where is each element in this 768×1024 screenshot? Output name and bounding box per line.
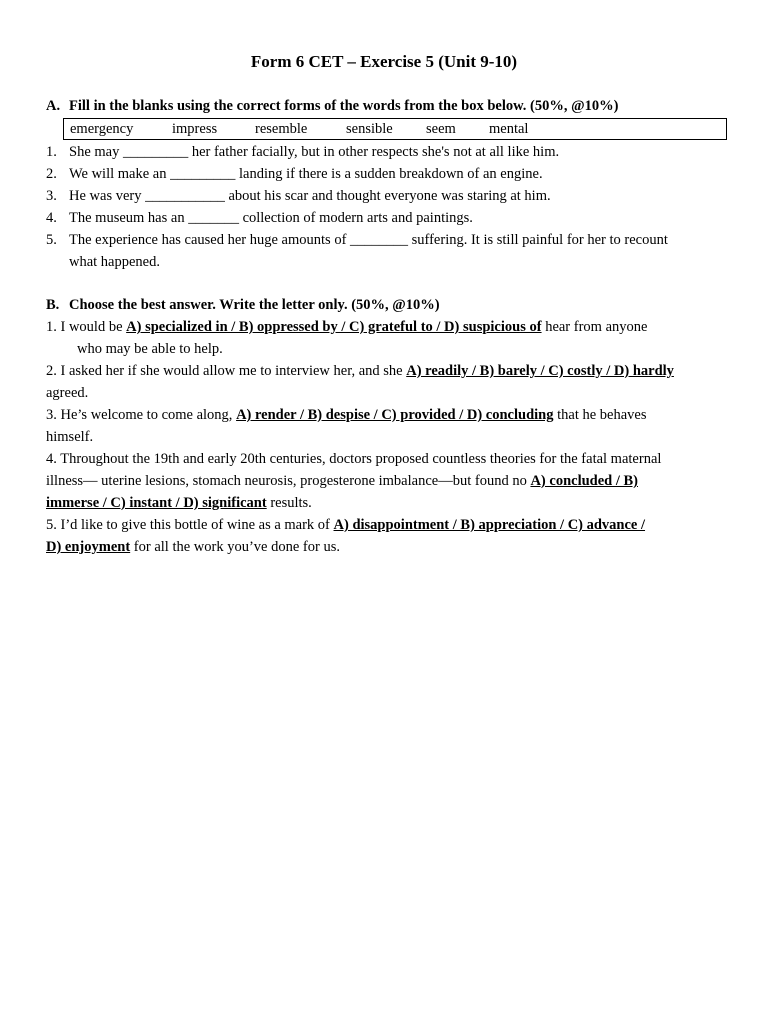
question-text: 3. He’s welcome to come along, — [46, 407, 237, 423]
answer-options: A) render / B) despise / C) provided / D) concluding — [236, 407, 554, 423]
section-a-instruction: Fill in the blanks using the correct forms of the words from the box below. (50%, @10%) — [69, 98, 619, 114]
question-text: for all the work you’ve done for us. — [130, 539, 340, 555]
section-b-heading — [46, 297, 440, 314]
answer-options: immerse / C) instant / D) significant — [46, 495, 267, 511]
word-box-item: emergency — [70, 121, 134, 137]
word-box-item: impress — [172, 121, 218, 137]
question-text: illness— uterine lesions, stomach neurosis, progesterone imbalance—but found no — [46, 473, 531, 489]
question-number: 5. — [46, 232, 57, 248]
question-text-continued — [46, 536, 340, 558]
mc-question-3 — [46, 404, 647, 426]
section-a-letter: A. — [46, 98, 61, 114]
question-number: 1. — [46, 144, 57, 160]
mc-question-2 — [46, 360, 674, 382]
fill-blank-question — [46, 229, 668, 251]
answer-options: A) concluded / B) — [530, 473, 638, 489]
answer-options: D) enjoyment — [46, 539, 131, 555]
question-text-continued: himself. — [46, 429, 94, 445]
fill-blank-question — [46, 163, 543, 185]
question-text: The museum has an _______ collection of modern arts and paintings. — [69, 210, 473, 226]
question-text: We will make an _________ landing if there is a sudden breakdown of an engine. — [69, 166, 543, 182]
word-box-item: mental — [489, 121, 529, 137]
question-text: 4. Throughout the 19th and early 20th centuries, doctors proposed countless theories for the fatal maternal — [46, 451, 662, 467]
answer-options: A) specialized in / B) oppressed by / C) grateful to / D) suspicious of — [126, 319, 542, 335]
question-text-continued: agreed. — [46, 385, 89, 401]
answer-options: A) disappointment / B) appreciation / C) advance / — [333, 517, 646, 533]
section-a-heading — [46, 98, 618, 115]
section-b-letter: B. — [46, 297, 60, 313]
question-text-continued: what happened. — [69, 254, 160, 270]
mc-question-1 — [46, 316, 647, 338]
answer-options: A) readily / B) barely / C) costly / D) hardly — [406, 363, 674, 379]
question-number: 4. — [46, 210, 57, 226]
question-text: 1. I would be — [46, 319, 127, 335]
fill-blank-question — [46, 207, 473, 229]
question-text: 2. I asked her if she would allow me to interview her, and she — [46, 363, 407, 379]
question-text: results. — [266, 495, 312, 511]
fill-blank-question — [46, 185, 551, 207]
word-box-item: seem — [426, 121, 456, 137]
question-text-continued — [46, 492, 312, 514]
section-b-instruction: Choose the best answer. Write the letter only. (50%, @10%) — [69, 297, 440, 313]
fill-blank-question — [46, 141, 559, 163]
question-text: that he behaves — [553, 407, 647, 423]
question-text-continued: who may be able to help. — [77, 341, 223, 357]
question-text: 5. I’d like to give this bottle of wine as a mark of — [46, 517, 334, 533]
question-text-continued — [46, 470, 638, 492]
mc-question-5 — [46, 514, 645, 536]
question-text: hear from anyone — [541, 319, 648, 335]
page-title: Form 6 CET – Exercise 5 (Unit 9-10) — [250, 52, 518, 71]
word-box-item: sensible — [346, 121, 393, 137]
question-text: She may _________ her father facially, but in other respects she's not at all like him. — [69, 144, 560, 160]
question-number: 3. — [46, 188, 57, 204]
mc-question-4 — [46, 448, 661, 470]
question-text: The experience has caused her huge amounts of ________ suffering. It is still painful for her to recount — [69, 232, 668, 248]
word-box-item: resemble — [255, 121, 308, 137]
word-box — [63, 118, 727, 140]
question-number: 2. — [46, 166, 57, 182]
question-text: He was very ___________ about his scar and thought everyone was staring at him. — [69, 188, 551, 204]
